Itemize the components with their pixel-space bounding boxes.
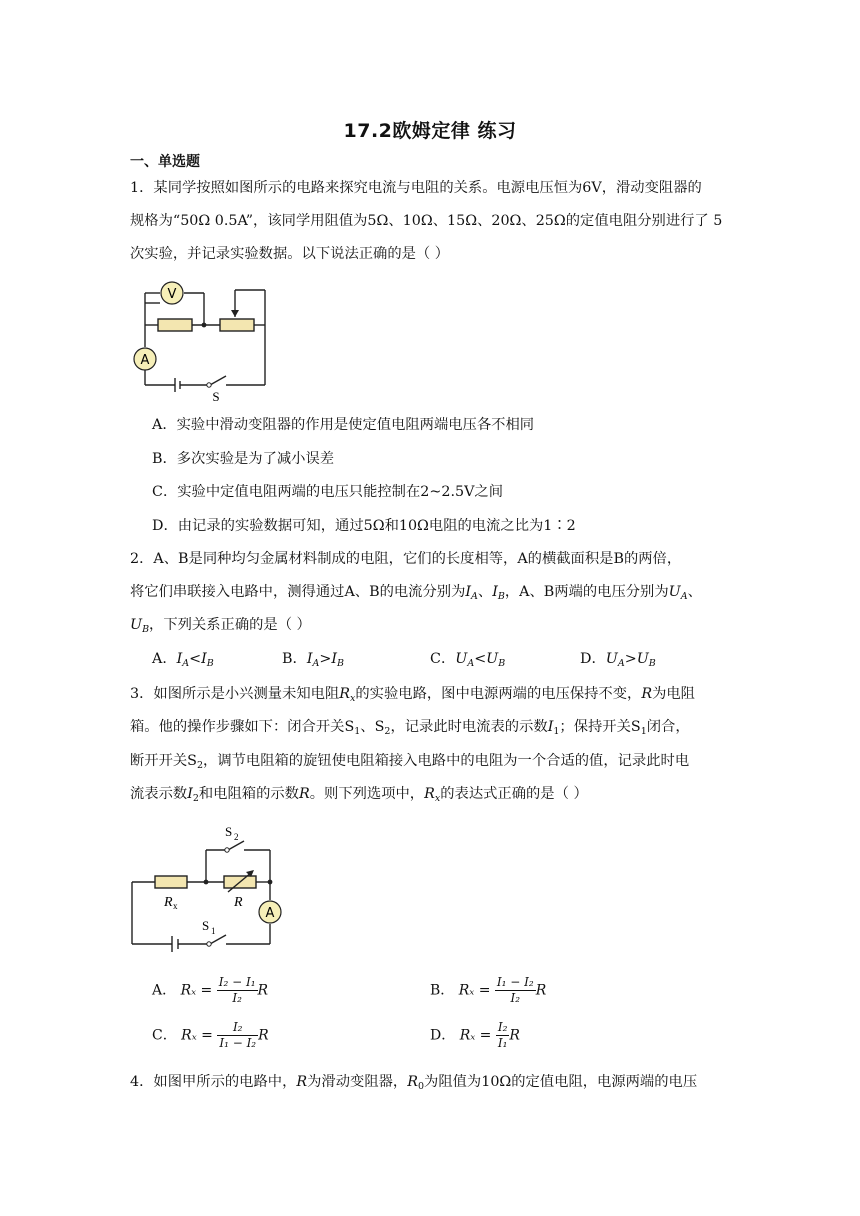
q1-circuit-diagram <box>120 275 280 404</box>
q3-option-d: D． Rₓ = $\frac{\text{I₂}}{\text{I₁}}$ R <box>430 1020 520 1050</box>
q3-circuit-diagram <box>122 820 292 955</box>
q3-s1-sub: 1 <box>211 926 216 936</box>
q3-s2-sub: 2 <box>234 832 239 842</box>
q2-options <box>0 648 860 670</box>
page-title: 17.2欧姆定律 练习 <box>343 120 517 142</box>
q1-line-3: 次实验，并记录实验数据。以下说法正确的是（ ） <box>130 246 450 262</box>
q2-option-c: C．$U_A<U_B$ <box>430 651 506 669</box>
q3-line-3: 断开开关$S_2$，调节电阻箱的旋钮使电阻箱接入电路中的电阻为一个合适的值，记录此时电 <box>130 753 690 771</box>
q2-line-3: $U_B$，下列关系正确的是（ ） <box>130 617 311 635</box>
q2-line-2: 将它们串联接入电路中，测得通过A、B的电流分别为$I_A$、$I_B$，A、B两端的电压分别为$U_A$、 <box>130 584 702 602</box>
q2-option-b: B．$I_A>I_B$ <box>282 651 344 669</box>
q3-line-1: 3．如图所示是小兴测量未知电阻$R_x$的实验电路，图中电源两端的电压保持不变，R为电阻 <box>130 686 695 704</box>
q3-option-a: A． Rₓ = $\frac{\text{I₂ − I₁}}{\text{I₂}}$ R <box>152 975 269 1005</box>
q2-option-d: D．$U_A>U_B$ <box>580 651 656 669</box>
q3-s1-label: S <box>202 918 210 933</box>
q2-line-1: 2．A、B是同种均匀金属材料制成的电阻，它们的长度相等，A的横截面积是B的两倍， <box>130 551 682 567</box>
q3-r-label: R <box>234 895 243 910</box>
q4-line-1: 4．如图甲所示的电路中，R为滑动变阻器，$R_0$为阻值为10Ω的定值电阻，电源两端的电压 <box>130 1074 698 1092</box>
q3-rx-label: R <box>164 895 173 910</box>
q1-option-b: B．多次实验是为了减小误差 <box>152 451 335 467</box>
q1-line-2: 规格为“50Ω 0.5A”，该同学用阻值为5Ω、10Ω、15Ω、20Ω、25Ω的定值电阻分别进行了 5 <box>130 213 723 229</box>
q3-line-4: 流表示数$I_2$和电阻箱的示数R。则下列选项中，$R_x$的表达式正确的是（ ） <box>130 786 588 804</box>
q1-line-1: 1．某同学按照如图所示的电路来探究电流与电阻的关系。电源电压恒为6V，滑动变阻器的 <box>130 180 702 196</box>
q2-option-a: A．$I_A<I_B$ <box>152 651 214 669</box>
q1-option-d: D．由记录的实验数据可知，通过5Ω和10Ω电阻的电流之比为1∶2 <box>152 518 576 534</box>
q3-rx-sub: x <box>173 901 178 911</box>
q3-line-2: 箱。他的操作步骤如下：闭合开关$S_1$、$S_2$，记录此时电流表的示数$I_1$；保持开关$S_1$闭合， <box>130 719 690 737</box>
q1-option-c: C．实验中定值电阻两端的电压只能控制在2~2.5V之间 <box>152 484 504 500</box>
section-heading: 一、单选题 <box>130 154 200 170</box>
q3-ammeter-label: A <box>265 906 275 921</box>
q3-option-b: B． Rₓ = $\frac{\text{I₁ − I₂}}{\text{I₂}}$ R <box>430 975 547 1005</box>
q3-option-c: C． Rₓ = $\frac{\text{I₂}}{\text{I₁ − I₂}}$ R <box>152 1020 269 1050</box>
q1-switch-label: S <box>212 389 220 404</box>
q3-s2-label: S <box>225 824 233 839</box>
q1-option-a: A．实验中滑动变阻器的作用是使定值电阻两端电压各不相同 <box>152 417 535 433</box>
q1-ammeter-label: A <box>140 353 150 368</box>
q1-voltmeter-label: V <box>167 287 177 302</box>
